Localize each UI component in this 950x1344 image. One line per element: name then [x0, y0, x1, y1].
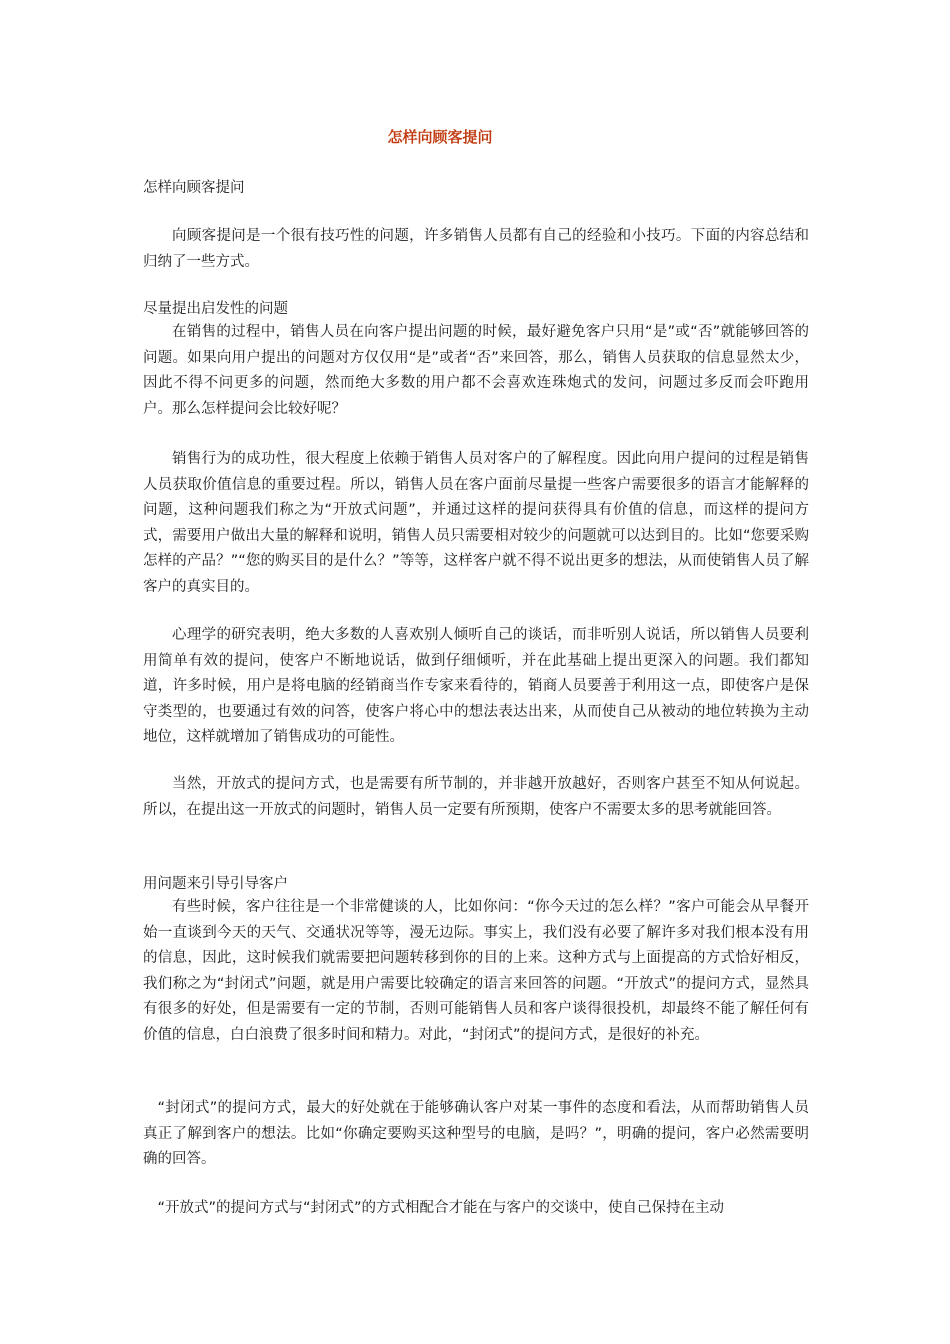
section-1-heading: 尽量提出启发性的问题 [143, 301, 288, 317]
intro-block [143, 224, 809, 275]
section-1-heading-block [143, 299, 809, 320]
section-2-heading: 用问题来引导引导客户 [143, 876, 288, 892]
section-1-paragraph-4-block [143, 772, 809, 823]
section-1-paragraph-1: 在销售的过程中，销售人员在向客户提出问题的时候，最好避免客户只用“是”或“否”就能够回答的问题。如果向用户提出的问题对方仅仅用“是”或者“否”来回答，那么，销售人员获取的信息显然太少，因此不得不问更多的问题，然而绝大多数的用户都不会喜欢连珠炮式的发问，问题过多反而会吓跑用户。那么怎样提问会比较好呢？ [143, 324, 809, 417]
document-subtitle: 怎样向顾客提问 [143, 180, 245, 196]
section-1-paragraph-4: 当然，开放式的提问方式，也是需要有所节制的，并非越开放越好，否则客户甚至不知从何说起。所以，在提出这一开放式的问题时，销售人员一定要有所预期，使客户不需要太多的思考就能回答。 [143, 776, 809, 818]
section-2-paragraph-2-block [143, 1096, 809, 1173]
section-1-paragraph-3-block [143, 623, 809, 751]
section-1-paragraph-2: 销售行为的成功性，很大程度上依赖于销售人员对客户的了解程度。因此向用户提问的过程是销售人员获取价值信息的重要过程。所以，销售人员在客户面前尽量提一些客户需要很多的语言才能解释的问题，这种问题我们称之为“开放式问题”，并通过这样的提问获得具有价值的信息，而这样的提问方式，需要用户做出大量的解释和说明，销售人员只需要相对较少的问题就可以达到目的。比如“您要采购怎样的产品？”“您的购买目的是什么？”等等，这样客户就不得不说出更多的想法，从而使销售人员了解客户的真实目的。 [143, 451, 809, 595]
section-1-paragraph-3: 心理学的研究表明，绝大多数的人喜欢别人倾听自己的谈话，而非听别人说话，所以销售人员要利用简单有效的提问，使客户不断地说话，做到仔细倾听，并在此基础上提出更深入的问题。我们都知道，许多时候，用户是将电脑的经销商当作专家来看待的，销商人员要善于利用这一点，即使客户是保守类型的，也要通过有效的问答，使客户将心中的想法表达出来，从而使自己从被动的地位转换为主动地位，这样就增加了销售成功的可能性。 [143, 627, 809, 746]
document-title: 怎样向顾客提问 [387, 128, 493, 146]
section-2-paragraph-1-block [143, 895, 809, 1049]
section-2-heading-block [143, 874, 809, 895]
section-1-paragraph-1-block [143, 320, 809, 422]
section-2-paragraph-2: “封闭式”的提问方式，最大的好处就在于能够确认客户对某一事件的态度和看法，从而帮助销售人员真正了解到客户的想法。比如“你确定要购买这种型号的电脑，是吗？”，明确的提问，客户必然需要明确的回答。 [143, 1100, 809, 1168]
section-2-paragraph-3-block [143, 1196, 809, 1222]
section-2-paragraph-3: “开放式”的提问方式与“封闭式”的方式相配合才能在与客户的交谈中，使自己保持在主动 [157, 1200, 725, 1216]
section-2-paragraph-1: 有些时候，客户往往是一个非常健谈的人，比如你问：“你今天过的怎么样？”客户可能会从早餐开始一直谈到今天的天气、交通状况等等，漫无边际。事实上，我们没有必要了解许多对我们根本没有用的信息，因此，这时候我们就需要把问题转移到你的目的上来。这种方式与上面提高的方式恰好相反，我们称之为“封闭式”问题，就是用户需要比较确定的语言来回答的问题。“开放式”的提问方式，显然具有很多的好处，但是需要有一定的节制，否则可能销售人员和客户谈得很投机，却最终不能了解任何有价值的信息，白白浪费了很多时间和精力。对此，“封闭式”的提问方式，是很好的补充。 [143, 899, 809, 1043]
section-1-paragraph-2-block [143, 447, 809, 601]
intro-paragraph: 向顾客提问是一个很有技巧性的问题，许多销售人员都有自己的经验和小技巧。下面的内容总结和归纳了一些方式。 [143, 228, 809, 270]
